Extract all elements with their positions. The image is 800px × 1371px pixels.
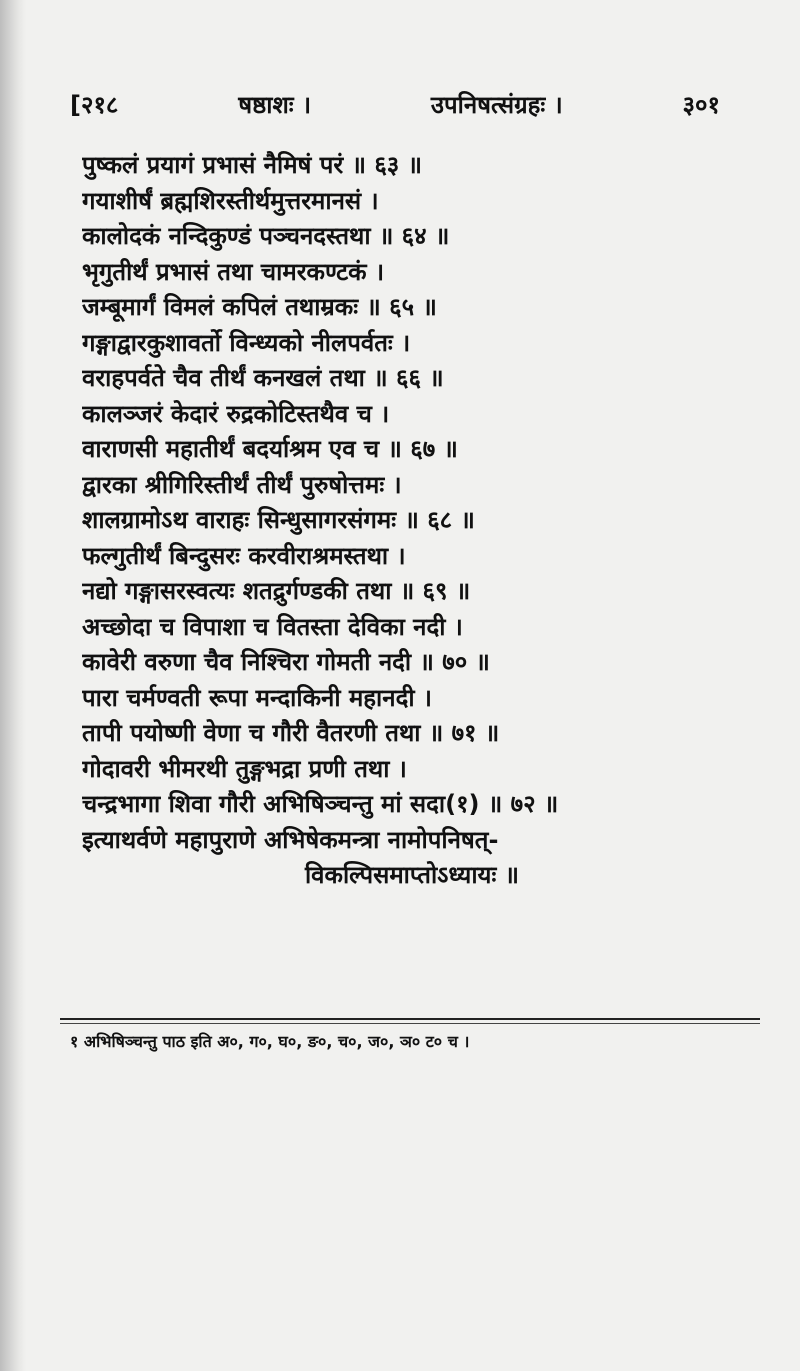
text-line: शालग्रामोऽथ वाराहः सिन्धुसागरसंगमः ॥ ६८ ॥	[82, 506, 475, 534]
text-line: गोदावरी भीमरथी तुङ्गभद्रा प्रणी तथा ।	[82, 754, 407, 783]
text-line: फल्गुतीर्थं बिन्दुसरः करवीराश्रमस्तथा ।	[82, 541, 406, 570]
text-line: वाराणसी महातीर्थं बदर्याश्रम एव च ॥ ६७ ॥	[82, 435, 458, 463]
footnote-divider-thick	[60, 1018, 760, 1020]
text-line: चन्द्रभागा शिवा गौरी अभिषिञ्चन्तु मां सदा(१) ॥ ७२ ॥	[82, 790, 559, 818]
text-line: पारा चर्मण्वती रूपा मन्दाकिनी महानदी ।	[82, 683, 432, 712]
colophon-line: विकल्पिसमाप्तोऽध्यायः ॥	[304, 861, 520, 889]
text-line: कालञ्जरं केदारं रुद्रकोटिस्तथैव च ।	[82, 399, 390, 428]
footnote-divider-thin	[60, 1023, 760, 1024]
text-line: जम्बूमार्गं विमलं कपिलं तथाम्रकः ॥ ६५ ॥	[82, 293, 437, 321]
text-line: कालोदकं नन्दिकुण्डं पञ्चनदस्तथा ॥ ६४ ॥	[82, 222, 450, 250]
running-header	[70, 88, 720, 121]
text-line: भृगुतीर्थं प्रभासं तथा चामरकण्टकं ।	[82, 257, 385, 286]
text-line: द्वारका श्रीगिरिस्तीर्थं तीर्थं पुरुषोत्तमः ।	[82, 470, 402, 499]
text-line: तापी पयोष्णी वेणा च गौरी वैतरणी तथा ॥ ७१ ॥	[82, 719, 500, 747]
page-reference: [२१८	[70, 91, 119, 119]
text-line: पुष्कलं प्रयागं प्रभासं नैमिषं परं ॥ ६३ ॥	[82, 151, 423, 179]
footnote: १ अभिषिञ्चन्तु पाठ इति अ०, ग०, घ०, ङ०, च०, ज०, ञ० ट० च ।	[70, 1032, 470, 1051]
page-number: ३०१	[682, 91, 720, 119]
text-line: इत्याथर्वणे महापुराणे अभिषेकमन्त्रा नामोपनिषत्-	[82, 825, 499, 854]
verse-block	[82, 148, 742, 894]
running-title-left: षष्ठाशः ।	[238, 91, 312, 119]
text-line: अच्छोदा च विपाशा च वितस्ता देविका नदी ।	[82, 612, 463, 641]
text-line: गङ्गाद्वारकुशावर्तो विन्ध्यको नीलपर्वतः ।	[82, 328, 411, 357]
text-line: वराहपर्वते चैव तीर्थं कनखलं तथा ॥ ६६ ॥	[82, 364, 444, 392]
text-line: कावेरी वरुणा चैव निश्चिरा गोमती नदी ॥ ७० ॥	[82, 648, 490, 676]
page-binding-shadow	[0, 0, 26, 1371]
text-line: गयाशीर्षं ब्रह्मशिरस्तीर्थमुत्तरमानसं ।	[82, 186, 379, 215]
text-line: नद्यो गङ्गासरस्वत्यः शतद्रुर्गण्डकी तथा ॥ ६९ ॥	[82, 577, 471, 605]
running-title-center: उपनिषत्संग्रहः ।	[430, 91, 563, 119]
